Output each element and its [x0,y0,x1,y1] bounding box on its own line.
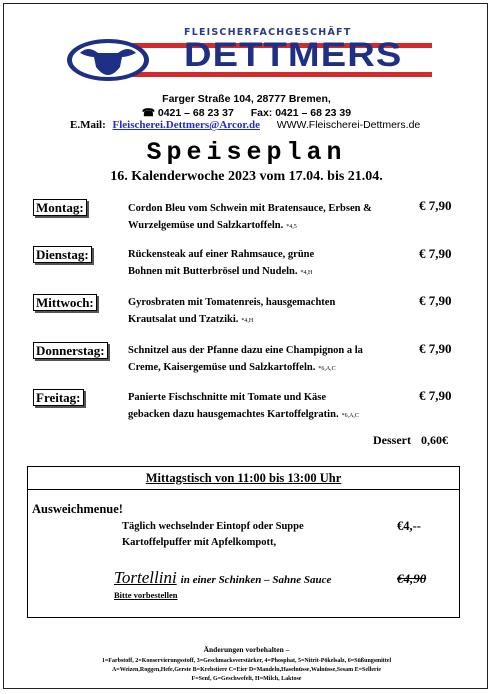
dish-line: Wurzelgemüse und Salzkartoffeln. [128,220,284,231]
special-dish [114,568,331,588]
fax-number: Fax: 0421 – 68 23 39 [250,107,352,119]
dish-line: Bohnen mit Butterbrösel und Nudeln. [128,266,298,277]
alternative-line-2: Kartoffelpuffer mit Apfelkompott, [122,537,277,548]
additives: *6,A,C [318,366,336,372]
day-label-monday: Montag: [33,199,87,216]
additives: *4,5 [286,224,297,230]
dish-line: Creme, Kaisergemüse und Salzkartoffeln. [128,362,316,373]
price-friday: € 7,90 [419,388,452,403]
logo [66,27,436,85]
dish-monday [128,200,418,236]
email-label: E.Mail: [70,119,106,131]
website-link[interactable]: WWW.Fleischerei-Dettmers.de [276,119,421,131]
page-title: Speiseplan [146,138,347,167]
dish-line: Rückensteak auf einer Rahmsauce, grüne [128,249,315,260]
dish-line: Krautsalat und Tzatziki. [128,314,239,325]
dessert-line [373,433,448,448]
order-note: Bitte vorbestellen [114,590,178,600]
dish-line: gebacken dazu hausgemachtes Kartoffelgratin. [128,409,339,420]
day-label-wednesday: Mittwoch: [33,294,97,311]
dish-line: Panierte Fischschnitte mit Tomate und Käse [128,392,327,403]
day-label-thursday: Donnerstag: [33,342,108,359]
special-price-text: €4,90 [397,571,427,586]
address-phone-line [0,107,493,119]
dish-line: Schnitzel aus der Pfanne dazu eine Champignon a la [128,345,363,356]
lunch-heading-text: Mittagstisch von 11:00 bis 13:00 Uhr [145,471,342,485]
special-price [397,571,426,587]
logo-tagline: FLEISCHERFACHGESCHÄFT [184,27,352,38]
address-street: Farger Straße 104, 28777 Bremen, [162,93,331,105]
dish-line: Cordon Bleu vom Schwein mit Bratensauce, Erbsen & [128,203,372,214]
special-dish-desc: in einer Schinken – Sahne Sauce [180,574,332,586]
price-thursday: € 7,90 [419,341,452,356]
additives: *4,H [300,270,313,276]
dessert-price: 0,60€ [420,433,448,447]
alternative-price: €4,-- [397,519,421,533]
dish-wednesday [128,294,418,330]
additives: *4,H [241,318,254,324]
email-link[interactable]: Fleischerei.Dettmers@Arcor.de [112,119,260,131]
week-subtitle: 16. Kalenderwoche 2023 vom 17.04. bis 21.04. [110,169,383,184]
day-label-tuesday: Dienstag: [33,246,92,263]
price-tuesday: € 7,90 [419,246,452,261]
footer-legend-1: 1=Farbstoff, 2=Konservierungsstoff, 3=Geschmacksverstärker, 4=Phosphat, 5=Nitrit-Pökelsalz, 6=Süßungsmittel [101,658,392,664]
phone-number: 0421 – 68 23 37 [157,107,234,119]
dish-thursday [128,342,418,378]
lunch-heading [28,471,459,486]
price-monday: € 7,90 [419,198,452,213]
alternative-line-1: Täglich wechselnder Eintopf oder Suppe [122,521,304,532]
special-dish-name: Tortellini [114,568,177,587]
additives: *6,A,C [341,413,359,419]
dish-tuesday [128,246,418,282]
dish-friday [128,389,418,425]
dessert-label: Dessert [373,433,411,447]
footer-legend-2: A=Weizen,Roggen,Hefe,Gerste B=Krebstiere C=Eier D=Mandeln,Haselnüsse,Walnüsse,Sesam E=Sellerie [111,667,382,673]
telephone-icon: ☎ [141,107,155,119]
dish-line: Gyrosbraten mit Tomatenreis, hausgemachten [128,297,336,308]
logo-name: DETTMERS [184,36,403,74]
divider [28,489,459,490]
contact-line [70,119,420,131]
price-wednesday: € 7,90 [419,293,452,308]
footer-legend-3: F=Senf, G=Geschwefelt, H=Milch, Laktose [191,676,302,682]
footer-changes: Änderungen vorbehalten – [203,645,290,654]
day-label-friday: Freitag: [33,389,84,406]
alternative-menu-label: Ausweichmenue! [32,502,123,516]
